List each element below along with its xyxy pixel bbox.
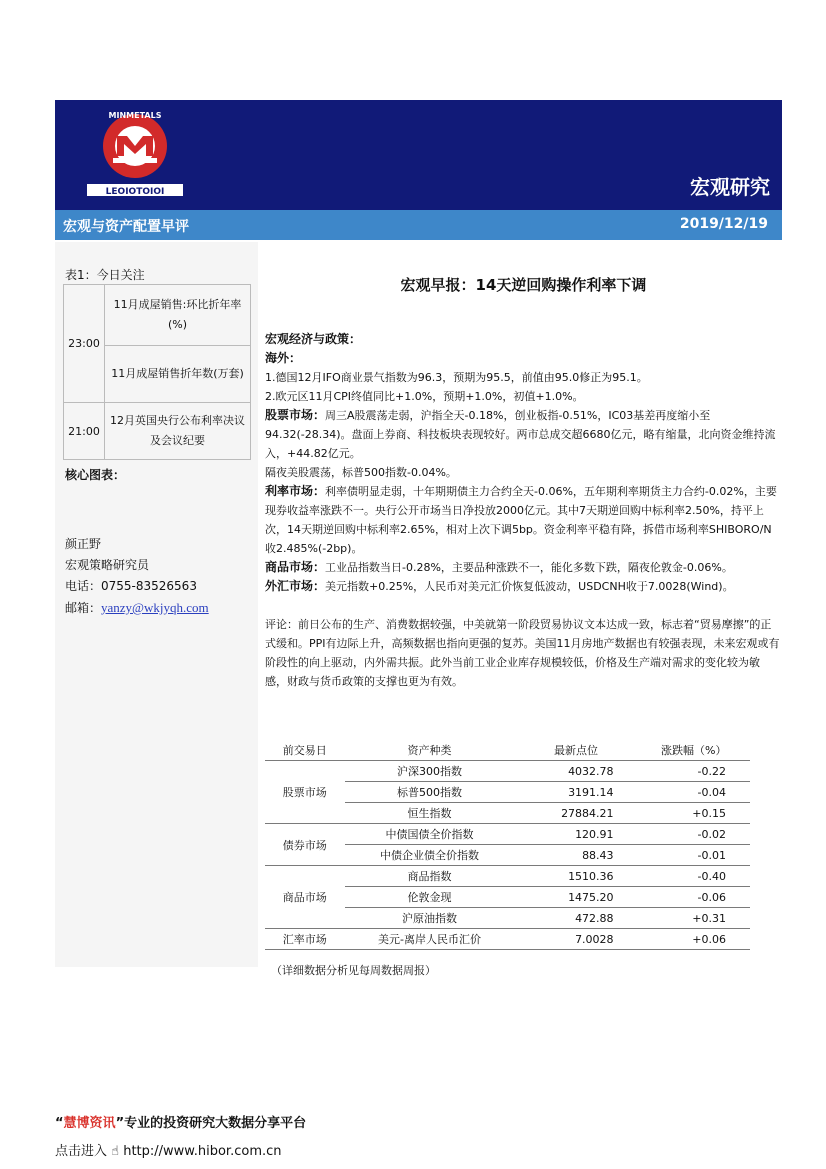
- market-header-row: [265, 740, 750, 761]
- asset-name: 美元-离岸人民币汇价: [345, 929, 515, 950]
- overseas-item: 2.欧元区11月CPI终值同比+1.0%，预期+1.0%，初值+1.0%。: [265, 390, 584, 403]
- footer-brand: 慧博资讯: [63, 1116, 116, 1131]
- focus-time: 21:00: [64, 403, 105, 460]
- logo-bottom-text: LEOIOTOIOI: [105, 187, 165, 197]
- comment-text: 评论：前日公布的生产、消费数据较强，中美就第一阶段贸易协议文本达成一致，标志着“贸易摩擦”的正式缓和。PPI有边际上升，高频数据也指向更强的复苏。美国11月房地产数据也有较强表现，未来宏观或有阶段性的向上驱动，内外需共振。此外当前工业企业库存规模较低，价格及生产端对需求的变化较为敏感，财政与货币政策的支撑也更为有效。: [265, 618, 780, 688]
- commodity-text: 工业品指数当日-0.28%，主要品种涨跌不一，能化多数下跌，隔夜伦敦金-0.06%。: [325, 561, 733, 574]
- rate-label: 利率市场：: [265, 484, 326, 498]
- email-label: 邮箱：: [65, 601, 102, 615]
- report-title: 宏观早报：14天逆回购操作利率下调: [400, 276, 647, 294]
- category-cell: 债券市场: [265, 824, 345, 866]
- focus-row: [64, 403, 251, 460]
- overseas-heading: 海外：: [265, 351, 302, 365]
- header-cell: 资产种类: [345, 740, 515, 761]
- core-chart-title: 核心图表：: [65, 468, 126, 482]
- asset-change: +0.06: [638, 929, 750, 950]
- rate-text: 利率债明显走弱，十年期期债主力合约全天-0.06%，五年期利率期货主力合约-0.02%，主要现券收益率涨跌不一。央行公开市场当日净投放2000亿元。其中7天期逆回购中标利率2.50%，持平上次，14天期逆回购中标利率2.65%，相对上次下调5bp。资金利率平稳有降，拆借市场利率SHIBORO/N收2.485%(-2bp)。: [265, 485, 777, 555]
- asset-change: -0.40: [638, 866, 750, 887]
- asset-level: 7.0028: [514, 929, 637, 950]
- table-row: [265, 761, 750, 782]
- header-cell: 前交易日: [265, 740, 345, 761]
- section-title: 宏观研究: [690, 175, 770, 199]
- focus-event: 11月成屋销售:环比折年率(%): [105, 285, 251, 346]
- asset-change: +0.15: [638, 803, 750, 824]
- category-cell: 汇率市场: [265, 929, 345, 950]
- market-table: [265, 740, 750, 950]
- focus-table-title: 表1：今日关注: [65, 268, 145, 282]
- table-row: [265, 866, 750, 887]
- quote-open: “: [55, 1116, 64, 1131]
- stock-text: 周三A股震荡走弱，沪指全天-0.18%，创业板指-0.51%，IC03基差再度缩小至94.32(-28.34)。盘面上券商、科技板块表现较好。两市总成交超6680亿元，略有缩量，北向资金维持流入，+44.82亿元。: [265, 409, 776, 460]
- macro-heading: 宏观经济与政策：: [265, 332, 362, 346]
- asset-name: 中债国债全价指数: [345, 824, 515, 845]
- asset-level: 120.91: [514, 824, 637, 845]
- asset-level: 88.43: [514, 845, 637, 866]
- asset-name: 伦敦金现: [345, 887, 515, 908]
- asset-name: 标普500指数: [345, 782, 515, 803]
- logo-top-text: MINMETALS: [108, 111, 162, 120]
- asset-name: 商品指数: [345, 866, 515, 887]
- footer-link-label: 点击进入: [55, 1144, 108, 1159]
- author-email-link[interactable]: yanzy@wkjyqh.com: [101, 600, 209, 615]
- asset-change: -0.02: [638, 824, 750, 845]
- asset-change: -0.06: [638, 887, 750, 908]
- asset-level: 1510.36: [514, 866, 637, 887]
- asset-level: 472.88: [514, 908, 637, 929]
- table-row: [265, 824, 750, 845]
- asset-change: -0.01: [638, 845, 750, 866]
- focus-time: 23:00: [64, 285, 105, 403]
- fx-label: 外汇市场：: [265, 579, 326, 593]
- asset-name: 沪原油指数: [345, 908, 515, 929]
- category-cell: 股票市场: [265, 761, 345, 824]
- footer-url-link[interactable]: http://www.hibor.com.cn: [123, 1144, 282, 1159]
- hand-pointer-icon: ☝: [111, 1144, 120, 1159]
- stock-label: 股票市场：: [265, 408, 326, 422]
- report-header: [55, 100, 782, 210]
- asset-level: 3191.14: [514, 782, 637, 803]
- asset-name: 中债企业债全价指数: [345, 845, 515, 866]
- table-note: （详细数据分析见每周数据周报）: [271, 964, 436, 977]
- asset-level: 27884.21: [514, 803, 637, 824]
- minmetals-logo-icon: [85, 108, 185, 198]
- author-role: 宏观策略研究员: [65, 558, 150, 572]
- focus-event: 11月成屋销售折年数(万套): [105, 346, 251, 403]
- asset-level: 1475.20: [514, 887, 637, 908]
- header-cell: 最新点位: [514, 740, 637, 761]
- asset-change: +0.31: [638, 908, 750, 929]
- focus-table: [63, 284, 251, 460]
- asset-level: 4032.78: [514, 761, 637, 782]
- sidebar: [55, 242, 258, 967]
- commodity-label: 商品市场：: [265, 560, 326, 574]
- asset-name: 沪深300指数: [345, 761, 515, 782]
- category-cell: 商品市场: [265, 866, 345, 929]
- report-body: [265, 330, 780, 691]
- table-row: [265, 929, 750, 950]
- report-subbar: [55, 210, 782, 240]
- stock-us-text: 隔夜美股震荡，标普500指数-0.04%。: [265, 466, 457, 479]
- report-category: 宏观与资产配置早评: [63, 219, 189, 235]
- asset-change: -0.22: [638, 761, 750, 782]
- footer-slogan: [55, 1112, 306, 1131]
- asset-change: -0.04: [638, 782, 750, 803]
- author-phone: 电话：0755-83526563: [65, 579, 197, 593]
- focus-event: 12月英国央行公布利率决议及会议纪要: [105, 403, 251, 460]
- author-info: [65, 534, 209, 619]
- header-cell: 涨跌幅（%）: [638, 740, 750, 761]
- report-date: 2019/12/19: [679, 216, 768, 232]
- author-name: 颜正野: [65, 537, 102, 551]
- asset-name: 恒生指数: [345, 803, 515, 824]
- footer-slogan-text: ”专业的投资研究大数据分享平台: [115, 1116, 307, 1131]
- footer-link-line[interactable]: [55, 1140, 282, 1159]
- focus-row: [64, 285, 251, 346]
- overseas-item: 1.德国12月IFO商业景气指数为96.3，预期为95.5，前值由95.0修正为95.1。: [265, 371, 648, 384]
- fx-text: 美元指数+0.25%，人民币对美元汇价恢复低波动，USDCNH收于7.0028(Wind)。: [325, 580, 734, 593]
